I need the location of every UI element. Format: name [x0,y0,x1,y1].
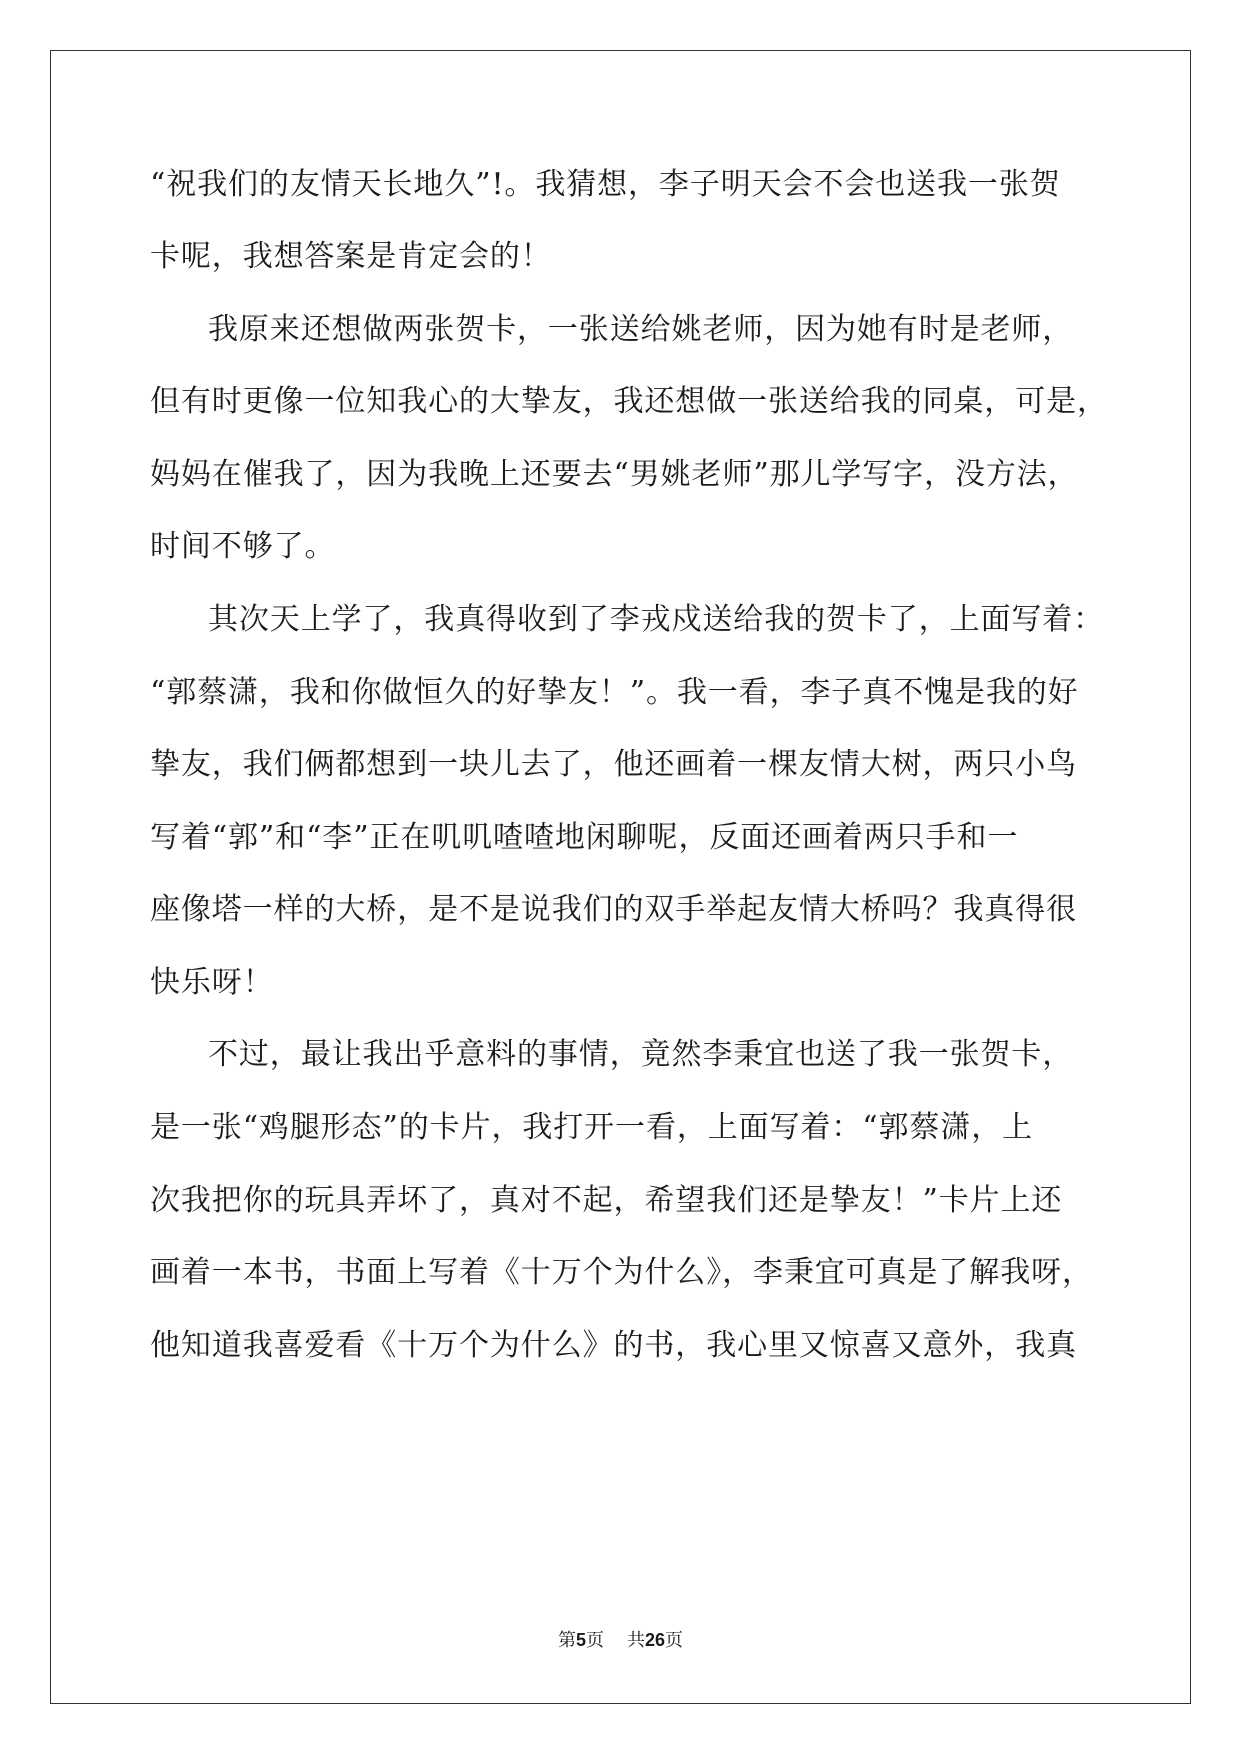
page-footer [0,1628,1241,1653]
paragraph-first-line: 其次天上学了，我真得收到了李戎戍送给我的贺卡了，上面写着： [208,602,1105,637]
text-line: 座像塔一样的大桥，是不是说我们的双手举起友情大桥吗？我真得很 [150,892,1077,927]
text-line: 快乐呀！ [150,965,274,1000]
total-pages: 26 [644,1630,665,1650]
text-line: 写着“郭”和“李”正在叽叽喳喳地闲聊呢，反面还画着两只手和一 [150,820,1019,855]
page-frame [50,50,1191,1704]
total-suffix: 页 [664,1630,683,1651]
total-prefix: 共 [626,1630,645,1651]
paragraph-first-line: 我原来还想做两张贺卡，一张送给姚老师，因为她有时是老师， [208,312,1074,347]
text-line: 次我把你的玩具弄坏了，真对不起，希望我们还是挚友！”卡片上还 [150,1183,1063,1218]
text-line: 画着一本书，书面上写着《十万个为什么》，李秉宜可真是了解我呀， [150,1255,1093,1290]
text-line: 挚友，我们俩都想到一块儿去了，他还画着一棵友情大树，两只小鸟 [150,747,1077,782]
text-line: 但有时更像一位知我心的大挚友，我还想做一张送给我的同桌，可是， [150,384,1108,419]
text-line: 妈妈在催我了，因为我晚上还要去“男姚老师”那儿学写字，没方法， [150,457,1079,492]
page-suffix: 页 [586,1630,605,1651]
text-line: “祝我们的友情天长地久”!。我猜想，李子明天会不会也送我一张贺 [150,167,1061,202]
page-number: 5 [576,1630,587,1650]
paragraph-first-line: 不过，最让我出乎意料的事情，竟然李秉宜也送了我一张贺卡， [208,1037,1074,1072]
page-prefix: 第 [558,1630,577,1651]
text-line: 是一张“鸡腿形态”的卡片，我打开一看，上面写着：“郭蔡潇，上 [150,1110,1034,1145]
text-line: 他知道我喜爱看《十万个为什么》的书，我心里又惊喜又意外，我真 [150,1328,1077,1363]
text-line: 卡呢，我想答案是肯定会的！ [150,239,552,274]
text-line: “郭蔡潇，我和你做恒久的好挚友！”。我一看，李子真不愧是我的好 [150,675,1079,710]
text-line: 时间不够了。 [150,529,336,564]
